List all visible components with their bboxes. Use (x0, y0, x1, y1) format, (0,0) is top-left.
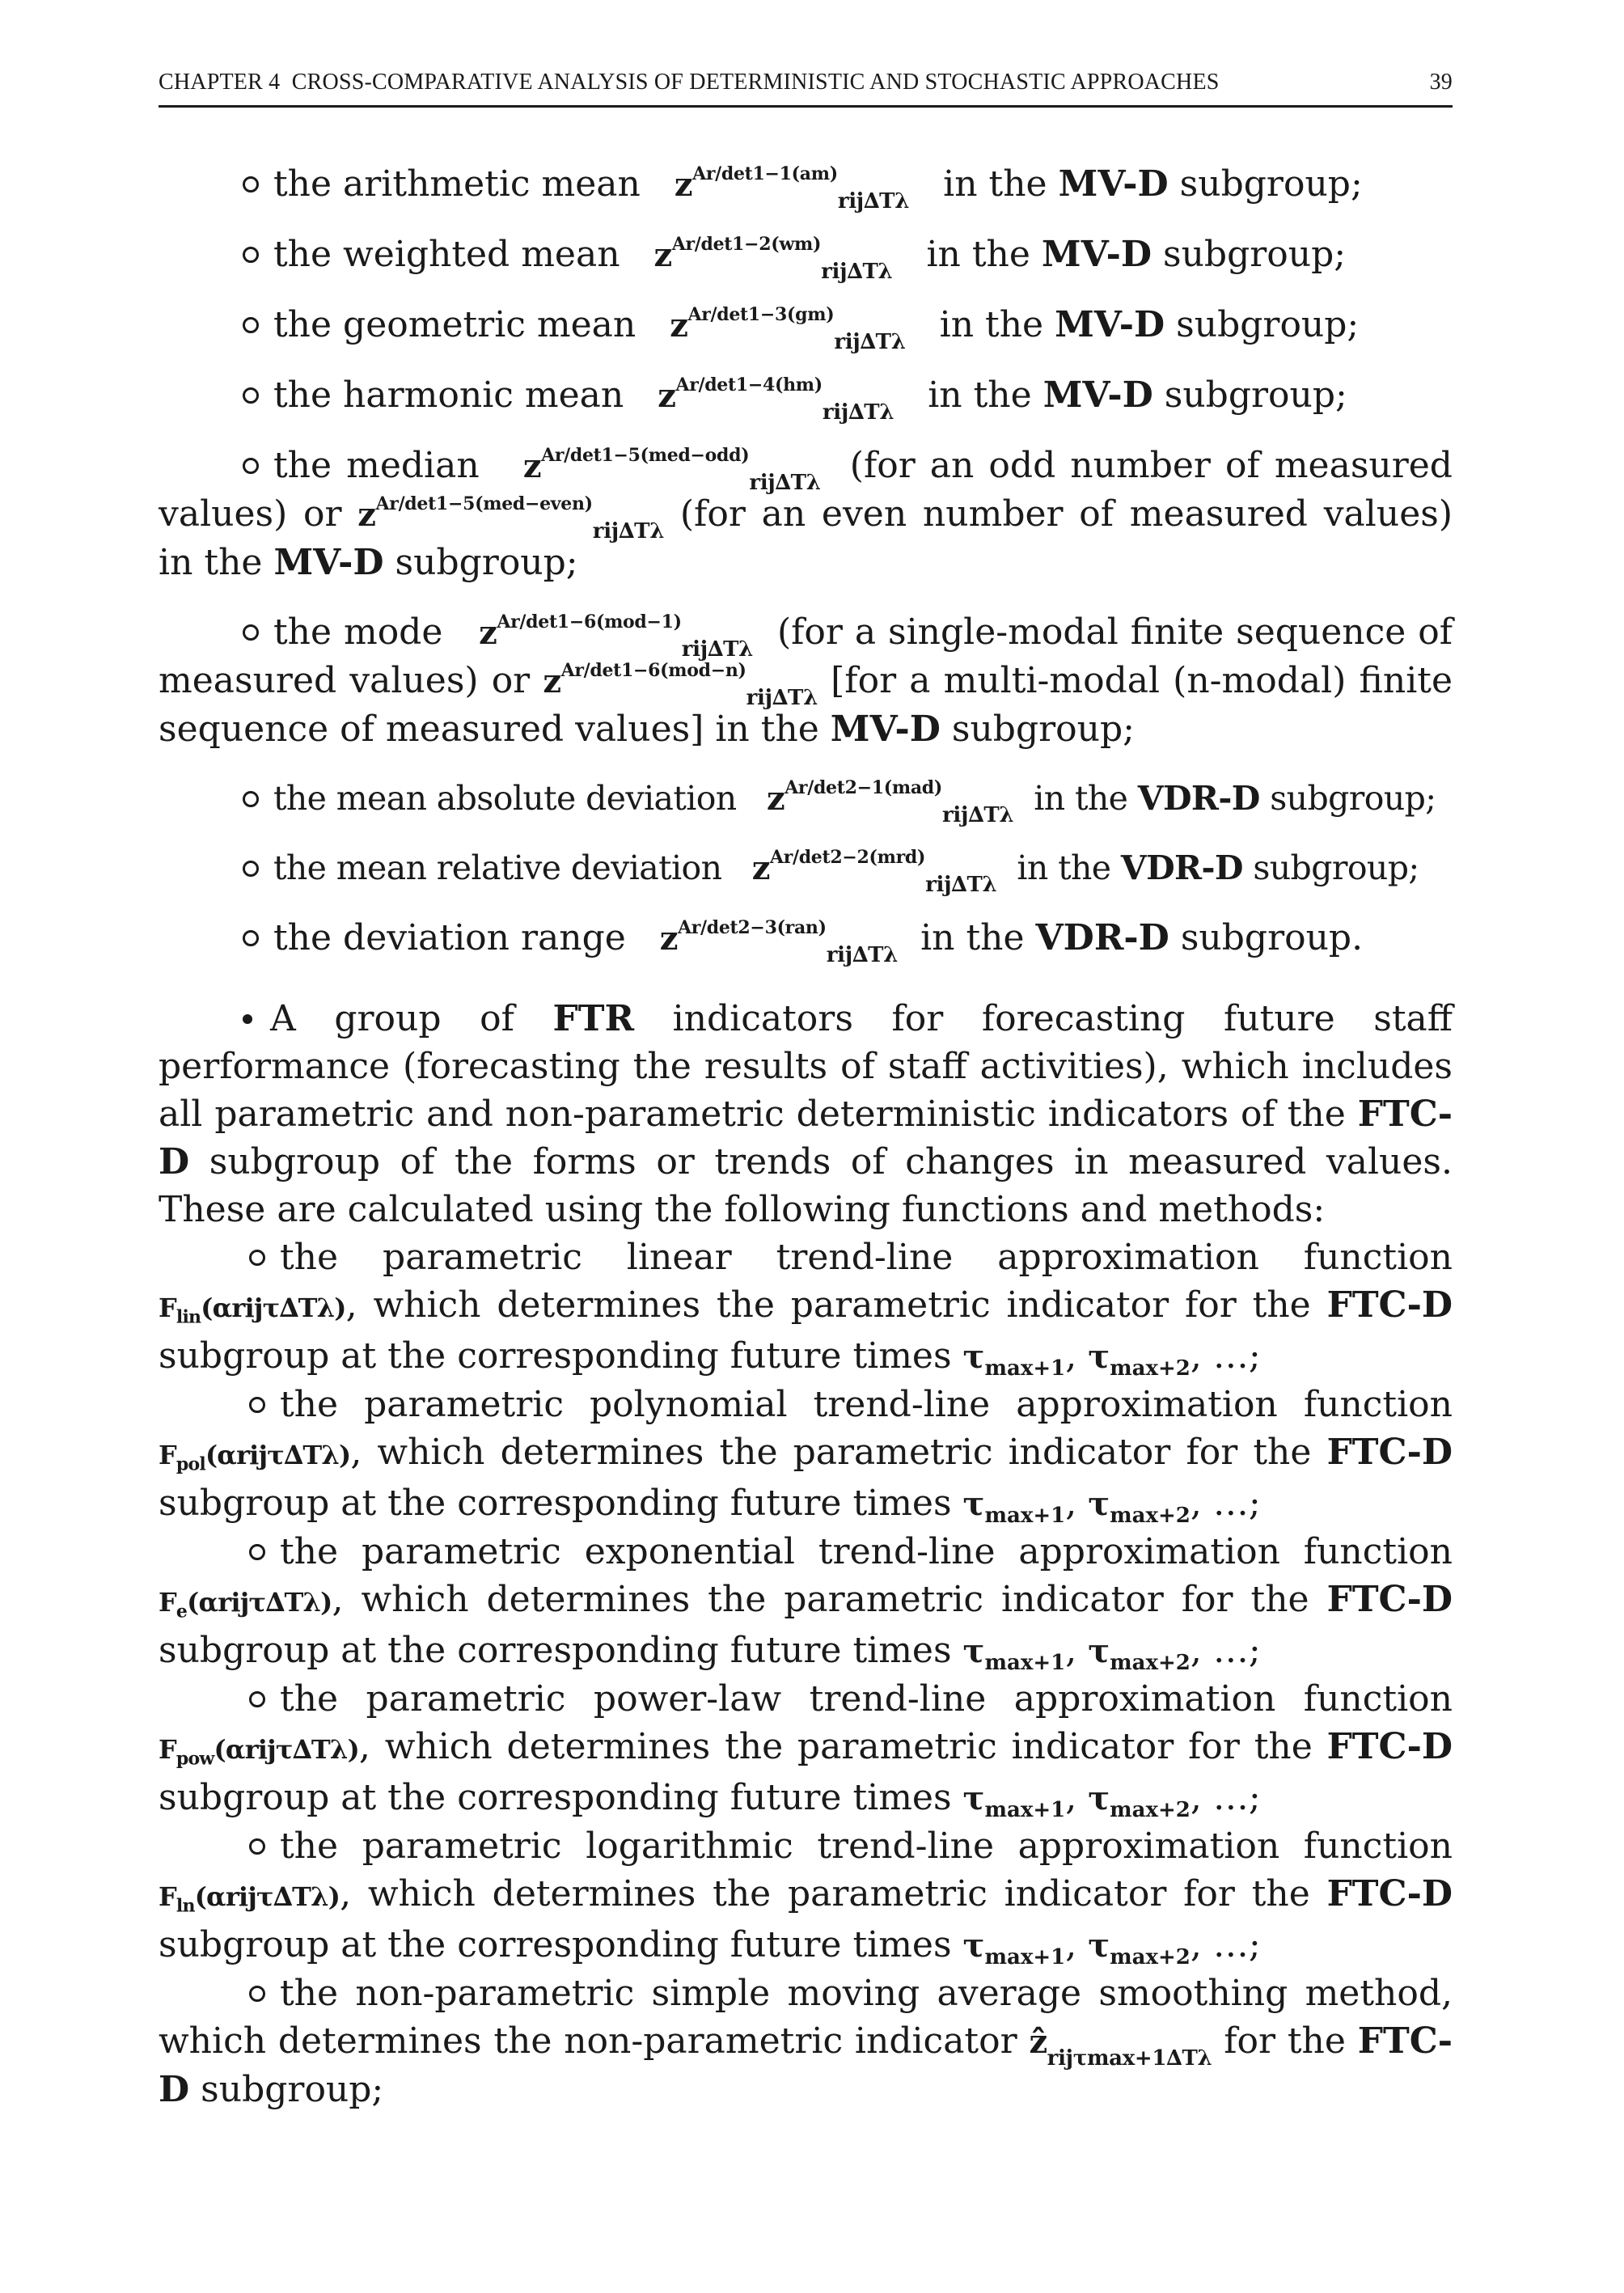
term-ftcd: FTC-D (159, 1094, 1453, 1182)
item-text: (for an odd number of measured values) or (159, 445, 1453, 535)
symbol-z-am (674, 163, 910, 214)
circle-bullet-icon (243, 791, 259, 807)
list-item-arithmetic-mean (159, 160, 1453, 214)
circle-bullet-icon (243, 247, 259, 263)
item-text: the mean absolute deviation (273, 779, 737, 818)
tau-sub: max+1 (984, 1504, 1066, 1528)
symbol-z-ran (659, 916, 899, 967)
comma: , (1065, 1483, 1077, 1524)
tau-base: τ (1088, 1338, 1110, 1376)
item-text: subgroup; (951, 709, 1135, 750)
item-text: the arithmetic mean (273, 163, 641, 205)
term-vdrd: VDR-D (1035, 917, 1169, 958)
symbol-z-mad (766, 776, 1014, 827)
indent (159, 1973, 249, 2014)
symbol-z-mrd (751, 846, 997, 897)
item-text: the mode (273, 611, 443, 653)
symbol-tau-max2 (1088, 1632, 1191, 1675)
sym-sup: Ar/det1−6(mod−1) (497, 611, 682, 632)
list-item-range (159, 914, 1453, 967)
item-text: subgroup; (1162, 234, 1347, 275)
circle-bullet-icon (243, 458, 259, 474)
fn-sub: pol (176, 1453, 205, 1475)
bullet-icon (243, 1014, 252, 1024)
function-f-pol (159, 1440, 351, 1475)
tau-base: τ (962, 1927, 985, 1965)
symbol-tau-max1 (962, 1632, 1066, 1675)
indent (159, 1384, 249, 1425)
fn-arg: (αrijτ∆Tλ) (187, 1587, 332, 1618)
term-ftr: FTR (552, 998, 635, 1039)
sym-base: z (766, 780, 785, 818)
tau-sub: max+1 (984, 1651, 1066, 1675)
item-text: subgroup. (1180, 917, 1364, 958)
symbol-z-wm (653, 233, 893, 284)
chapter-label: CHAPTER 4 (159, 70, 281, 95)
paragraph-text: indicators for forecasting future staff performance (forecasting the results of staff activities), which includes all parametric and non-parametric deterministic indicators of the (159, 998, 1453, 1135)
running-header-title (159, 70, 1220, 95)
sym-sub: rij∆Tλ (826, 943, 899, 967)
ellipsis: , …; (1190, 1630, 1261, 1671)
function-f-pow (159, 1734, 359, 1770)
fn-arg: (αrijτ∆Tλ) (201, 1292, 346, 1323)
circle-bullet-icon (243, 317, 259, 333)
item-text: , which determines the parametric indicator for the (345, 1284, 1311, 1326)
indent (159, 998, 243, 1039)
term-mvd: MV-D (1041, 234, 1152, 275)
sym-sup: Ar/det1−5(med−even) (375, 493, 593, 514)
sym-sub: rij∆Tλ (941, 803, 1014, 827)
tau-base: τ (962, 1632, 985, 1670)
sym-sup: Ar/det2−2(mrd) (769, 846, 926, 868)
item-text: subgroup at the corresponding future times (159, 1483, 952, 1524)
header-rule (159, 105, 1453, 108)
tau-base: τ (1088, 1779, 1110, 1817)
paragraph-ftr-group (159, 995, 1453, 1233)
tau-sub: max+2 (1110, 1356, 1191, 1381)
term-vdrd: VDR-D (1137, 779, 1260, 818)
item-text: subgroup; (1164, 374, 1347, 416)
item-text: (for a single-modal finite sequence of measured values) or (159, 611, 1453, 701)
item-text: for the (1224, 2020, 1346, 2062)
ellipsis: , …; (1190, 1777, 1261, 1818)
list-item-mad (159, 775, 1453, 827)
sym-sup: Ar/det1−3(gm) (687, 303, 835, 325)
item-text: the parametric logarithmic trend-line approximation function (280, 1826, 1453, 1867)
symbol-tau-max1 (962, 1485, 1066, 1528)
sym-sub: rij∆Tλ (746, 686, 818, 710)
indent (159, 1678, 249, 1720)
symbol-z-gm (670, 303, 906, 354)
sym-sub: rij∆Tλ (837, 189, 910, 214)
function-f-e (159, 1587, 332, 1622)
ellipsis: , …; (1190, 1483, 1261, 1524)
item-text: subgroup at the corresponding future times (159, 1924, 952, 1965)
sym-sup: Ar/det1−2(wm) (671, 233, 822, 255)
item-text: the parametric power-law trend-line approximation function (280, 1678, 1453, 1720)
chapter-title: CROSS-COMPARATIVE ANALYSIS OF DETERMINISTIC AND STOCHASTIC APPROACHES (291, 70, 1220, 95)
tau-sub: max+1 (984, 1798, 1066, 1822)
fn-arg: (αrijτ∆Tλ) (214, 1734, 359, 1765)
page-number: 39 (1429, 70, 1453, 95)
fn-base: F (159, 1440, 176, 1470)
tau-base: τ (1088, 1927, 1110, 1965)
symbol-tau-max2 (1088, 1927, 1191, 1969)
fn-sub: pow (176, 1748, 214, 1770)
fn-sub: ln (176, 1895, 195, 1917)
item-text: the geometric mean (273, 304, 636, 345)
function-f-ln (159, 1881, 340, 1917)
symbol-zhat (1029, 2023, 1212, 2071)
sym-base: z (674, 166, 693, 204)
symbol-z-med-odd (522, 444, 821, 495)
list-item-exponential (159, 1528, 1453, 1675)
sym-sub: rij∆Tλ (821, 260, 893, 284)
fn-base: F (159, 1734, 176, 1765)
sym-sub: rijτmax+1∆Tλ (1047, 2046, 1212, 2071)
symbol-tau-max1 (962, 1779, 1066, 1822)
symbol-tau-max2 (1088, 1779, 1191, 1822)
sym-base: z (543, 662, 561, 700)
tau-sub: max+2 (1110, 1504, 1191, 1528)
item-text: in the (1017, 848, 1111, 887)
fn-sub: e (176, 1601, 188, 1622)
item-text: in the (1034, 779, 1128, 818)
item-text: subgroup; (1176, 304, 1360, 345)
symbol-tau-max1 (962, 1927, 1066, 1969)
indent (159, 611, 243, 653)
sym-base: ẑ (1029, 2023, 1047, 2061)
circle-bullet-icon (243, 861, 259, 877)
list-item-logarithmic (159, 1822, 1453, 1969)
circle-bullet-icon (243, 176, 259, 192)
symbol-z-mod1 (479, 611, 754, 662)
term-mvd: MV-D (273, 542, 384, 583)
fn-base: F (159, 1292, 176, 1323)
item-text: subgroup at the corresponding future times (159, 1335, 952, 1377)
circle-bullet-icon (249, 1838, 265, 1855)
sym-sub: rij∆Tλ (681, 637, 754, 662)
sym-base: z (357, 496, 376, 534)
term-ftcd: FTC-D (1326, 1726, 1453, 1767)
fn-arg: (αrijτ∆Tλ) (205, 1440, 351, 1470)
sym-base: z (670, 307, 688, 345)
comma: , (1065, 1777, 1077, 1818)
item-text: the weighted mean (273, 234, 620, 275)
comma: , (1065, 1924, 1077, 1965)
symbol-z-hm (658, 374, 894, 425)
circle-bullet-icon (243, 387, 259, 404)
list-item-sma (159, 1969, 1453, 2113)
fn-base: F (159, 1587, 176, 1618)
circle-bullet-icon (249, 1250, 265, 1266)
ellipsis: , …; (1190, 1924, 1261, 1965)
item-text: [for a multi-modal (n-modal) finite sequence of measured values] in the (159, 660, 1453, 750)
tau-base: τ (962, 1485, 985, 1523)
list-item-power-law (159, 1675, 1453, 1822)
item-text: subgroup; (1179, 163, 1363, 205)
sym-base: z (522, 447, 542, 485)
sym-sup: Ar/det2−1(mad) (785, 776, 942, 798)
item-text: the parametric linear trend-line approximation function (280, 1237, 1453, 1278)
list-item-harmonic-mean (159, 371, 1453, 425)
sym-sub: rij∆Tλ (834, 330, 906, 354)
item-text: (for an even number of measured values) in the (159, 493, 1453, 583)
indent (159, 1237, 249, 1278)
item-text: , which determines the parametric indicator for the (340, 1873, 1310, 1914)
comma: , (1065, 1335, 1077, 1377)
item-text: the parametric polynomial trend-line approximation function (280, 1384, 1453, 1425)
circle-bullet-icon (243, 624, 259, 641)
circle-bullet-icon (249, 1544, 265, 1560)
item-text: in the (926, 234, 1030, 275)
item-text: , which determines the parametric indicator for the (350, 1432, 1312, 1473)
fn-arg: (αrijτ∆Tλ) (194, 1881, 340, 1912)
item-text: subgroup; (1270, 779, 1436, 818)
circle-bullet-icon (243, 930, 259, 946)
item-text: , which determines the parametric indicator for the (332, 1579, 1309, 1620)
ellipsis: , …; (1190, 1335, 1261, 1377)
item-text: the non-parametric simple moving average smoothing method, which determines the non-parametric indicator (159, 1973, 1453, 2062)
item-text: subgroup at the corresponding future times (159, 1630, 952, 1671)
tau-base: τ (962, 1338, 985, 1376)
circle-bullet-icon (249, 1691, 265, 1707)
term-mvd: MV-D (830, 709, 941, 750)
sym-base: z (653, 236, 672, 274)
list-item-linear (159, 1233, 1453, 1381)
tau-sub: max+2 (1110, 1945, 1191, 1969)
tau-base: τ (1088, 1485, 1110, 1523)
list-item-geometric-mean (159, 301, 1453, 354)
item-text: in the (943, 163, 1047, 205)
item-text: the median (273, 445, 480, 486)
tau-sub: max+1 (984, 1356, 1066, 1381)
tau-base: τ (1088, 1632, 1110, 1670)
sym-sup: Ar/det1−1(am) (692, 163, 838, 184)
sym-base: z (659, 920, 678, 958)
item-text: subgroup; (395, 542, 578, 583)
item-text: the deviation range (273, 917, 626, 958)
running-header (159, 70, 1453, 95)
symbol-z-med-even (357, 493, 665, 544)
symbol-tau-max2 (1088, 1485, 1191, 1528)
symbol-tau-max1 (962, 1338, 1066, 1381)
term-mvd: MV-D (1058, 163, 1169, 205)
tau-sub: max+2 (1110, 1798, 1191, 1822)
indent (159, 445, 243, 486)
list-item-mode (159, 608, 1453, 753)
function-f-lin (159, 1292, 346, 1328)
term-vdrd: VDR-D (1120, 848, 1243, 887)
paragraph-text: A group of (270, 998, 514, 1039)
fn-sub: lin (176, 1306, 201, 1328)
indent (159, 1531, 249, 1572)
page-body (159, 160, 1453, 2113)
term-ftcd: FTC-D (1326, 1284, 1453, 1326)
circle-bullet-icon (249, 1986, 265, 2002)
sym-sup: Ar/det2−3(ran) (677, 916, 827, 938)
item-text: subgroup; (201, 2069, 384, 2110)
list-item-polynomial (159, 1381, 1453, 1528)
sym-base: z (479, 614, 497, 652)
sym-sub: rij∆Tλ (592, 519, 665, 544)
sym-sup: Ar/det1−5(med−odd) (541, 444, 750, 466)
term-mvd: MV-D (1055, 304, 1165, 345)
symbol-tau-max2 (1088, 1338, 1191, 1381)
item-text: the mean relative deviation (273, 848, 722, 887)
term-ftcd: FTC-D (1326, 1579, 1453, 1620)
term-ftcd: FTC-D (1326, 1432, 1453, 1473)
sym-base: z (658, 377, 676, 415)
list-item-median (159, 442, 1453, 586)
sym-sub: rij∆Tλ (749, 471, 821, 495)
symbol-z-modn (543, 659, 818, 710)
sym-sub: rij∆Tλ (822, 400, 894, 425)
item-text: in the (939, 304, 1044, 345)
list-item-weighted-mean (159, 231, 1453, 284)
term-mvd: MV-D (1042, 374, 1153, 416)
paragraph-text: subgroup of the forms or trends of changes in measured values. These are calculated using the following functions and methods: (159, 1141, 1453, 1230)
tau-sub: max+1 (984, 1945, 1066, 1969)
term-ftcd: FTC-D (159, 2020, 1453, 2110)
sym-sup: Ar/det1−4(hm) (675, 374, 823, 396)
fn-base: F (159, 1881, 176, 1912)
tau-sub: max+2 (1110, 1651, 1191, 1675)
circle-bullet-icon (249, 1397, 265, 1413)
comma: , (1065, 1630, 1077, 1671)
item-text: subgroup at the corresponding future times (159, 1777, 952, 1818)
sym-sub: rij∆Tλ (925, 873, 997, 897)
list-item-mrd (159, 844, 1453, 897)
item-text: the harmonic mean (273, 374, 624, 416)
item-text: the parametric exponential trend-line approximation function (280, 1531, 1453, 1572)
sym-sup: Ar/det1−6(mod−n) (560, 659, 746, 681)
item-text: in the (920, 917, 1025, 958)
item-text: , which determines the parametric indicator for the (358, 1726, 1313, 1767)
item-text: in the (928, 374, 1032, 416)
term-ftcd: FTC-D (1326, 1873, 1453, 1914)
indent (159, 1826, 249, 1867)
tau-base: τ (962, 1779, 985, 1817)
sym-base: z (751, 849, 770, 887)
item-text: subgroup; (1253, 848, 1419, 887)
